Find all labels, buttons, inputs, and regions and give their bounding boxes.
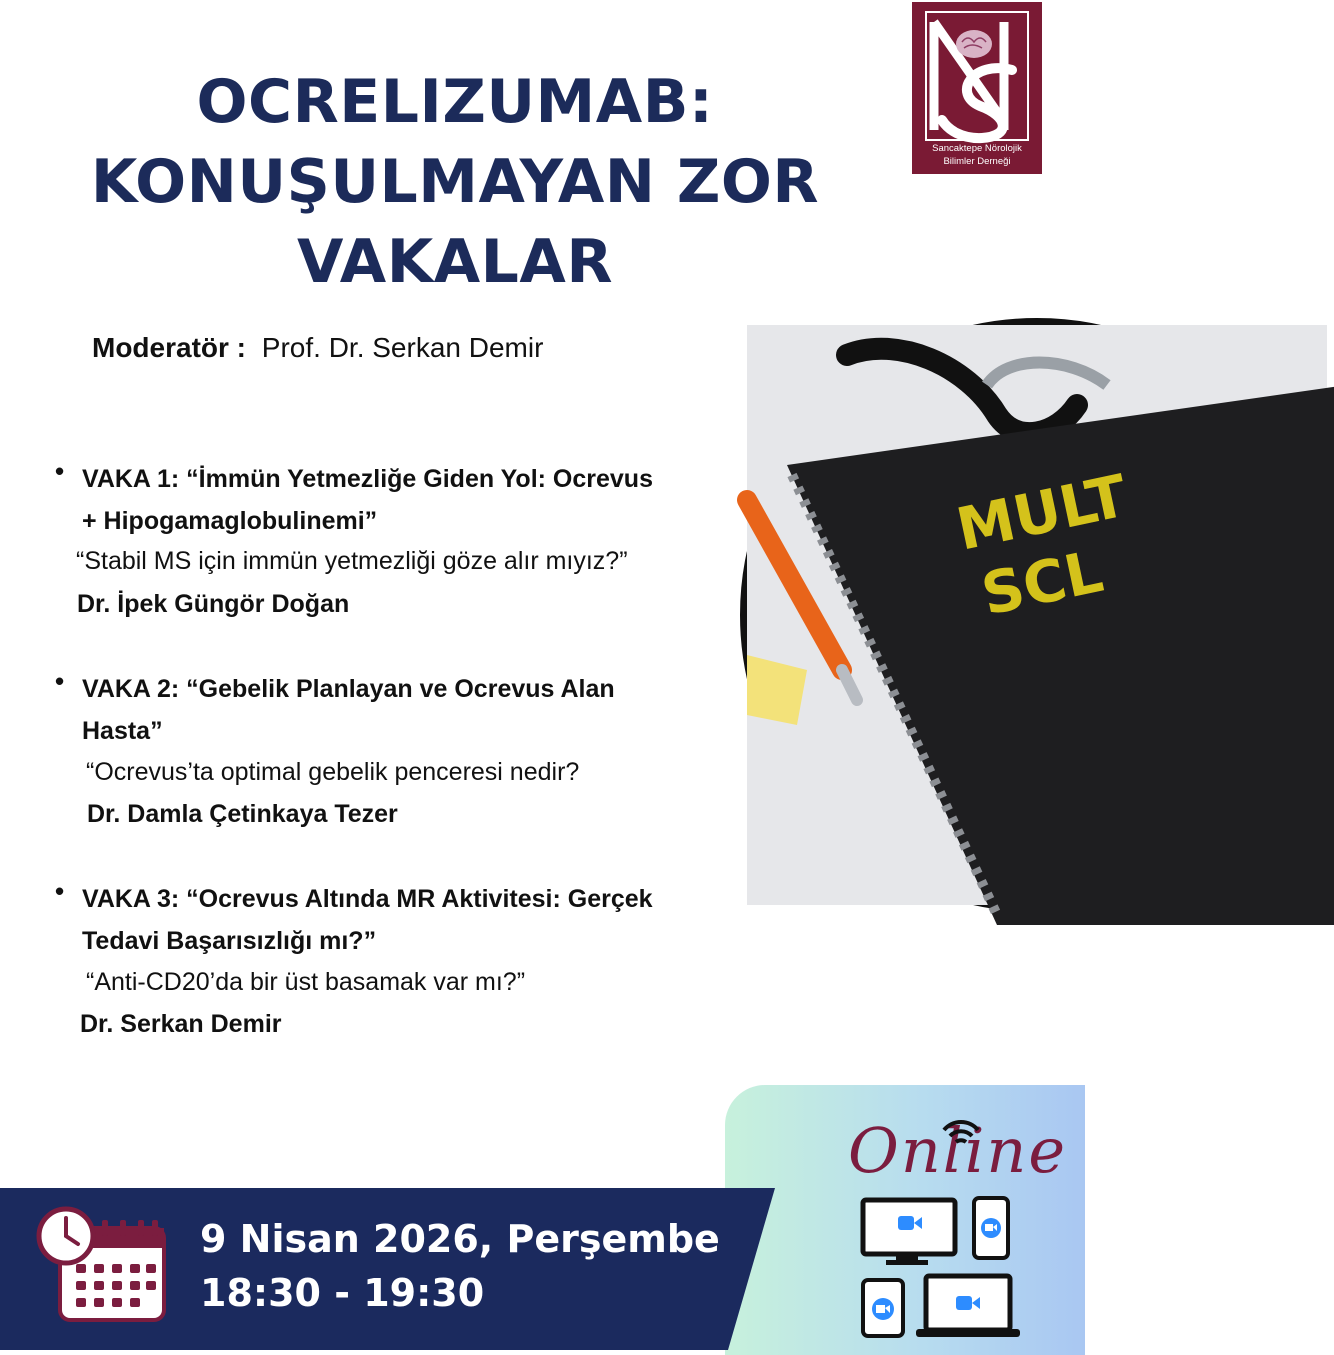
- case-2: [55, 666, 615, 828]
- notebook-label-line-2: SCL: [975, 536, 1109, 629]
- calendar-clock-icon: [36, 1206, 168, 1324]
- moderator-line: [92, 332, 543, 364]
- bullet-icon: •: [55, 456, 65, 486]
- event-time: 18:30 - 19:30: [200, 1271, 485, 1315]
- case-3-title-line-2: Tedavi Başarısızlığı mı?”: [82, 927, 377, 955]
- online-label: Online: [848, 1114, 1068, 1187]
- moderator-label: Moderatör :: [92, 332, 246, 363]
- case-3: [55, 876, 653, 1038]
- case-2-question: “Ocrevus’ta optimal gebelik penceresi nedir?: [86, 758, 580, 786]
- case-2-speaker: Dr. Damla Çetinkaya Tezer: [87, 800, 398, 828]
- case-3-title-line-1: VAKA 3: “Ocrevus Altında MR Aktivitesi: Gerçek: [82, 885, 653, 913]
- event-datetime: [200, 1212, 720, 1320]
- case-3-question: “Anti-CD20’da bir üst basamak var mı?”: [86, 968, 526, 996]
- notebook-stethoscope-illustration: [747, 325, 1327, 905]
- logo-caption: [912, 142, 1042, 168]
- case-1-title-line-1: VAKA 1: “İmmün Yetmezliğe Giden Yol: Ocrevus: [82, 465, 653, 493]
- case-1-question: “Stabil MS için immün yetmezliği göze alır mıyız?”: [76, 547, 628, 575]
- case-1: [55, 456, 653, 618]
- case-1-title-line-2: + Hipogamaglobulinemi”: [82, 507, 378, 535]
- association-logo: [912, 2, 1042, 174]
- title-line-3: VAKALAR: [296, 227, 614, 297]
- case-3-speaker: Dr. Serkan Demir: [80, 1010, 282, 1038]
- laptop-icon: [916, 1276, 1020, 1337]
- title-line-1: OCRELIZUMAB:: [196, 67, 714, 137]
- case-1-speaker: Dr. İpek Güngör Doğan: [77, 590, 350, 618]
- bullet-icon: •: [55, 666, 65, 696]
- wifi-icon: [938, 1108, 988, 1148]
- case-2-title-line-2: Hasta”: [82, 717, 163, 745]
- notebook-label-line-1: MULT: [950, 461, 1133, 564]
- event-date: 9 Nisan 2026, Perşembe: [200, 1217, 720, 1261]
- tablet-icon: [863, 1280, 903, 1336]
- devices-illustration: [860, 1196, 1020, 1346]
- phone-icon: [974, 1198, 1008, 1258]
- bullet-icon: •: [55, 876, 65, 906]
- logo-caption-line-2: Bilimler Derneği: [943, 156, 1011, 167]
- moderator-name: Prof. Dr. Serkan Demir: [261, 332, 544, 363]
- title-line-2: KONUŞULMAYAN ZOR: [90, 147, 820, 217]
- case-2-title-line-1: VAKA 2: “Gebelik Planlayan ve Ocrevus Alan: [82, 675, 615, 703]
- page-title: [0, 62, 910, 302]
- logo-caption-line-1: Sancaktepe Nörolojik: [932, 143, 1022, 154]
- multiple-sclerosis-photo: [740, 318, 1334, 912]
- monitor-icon: [863, 1200, 955, 1265]
